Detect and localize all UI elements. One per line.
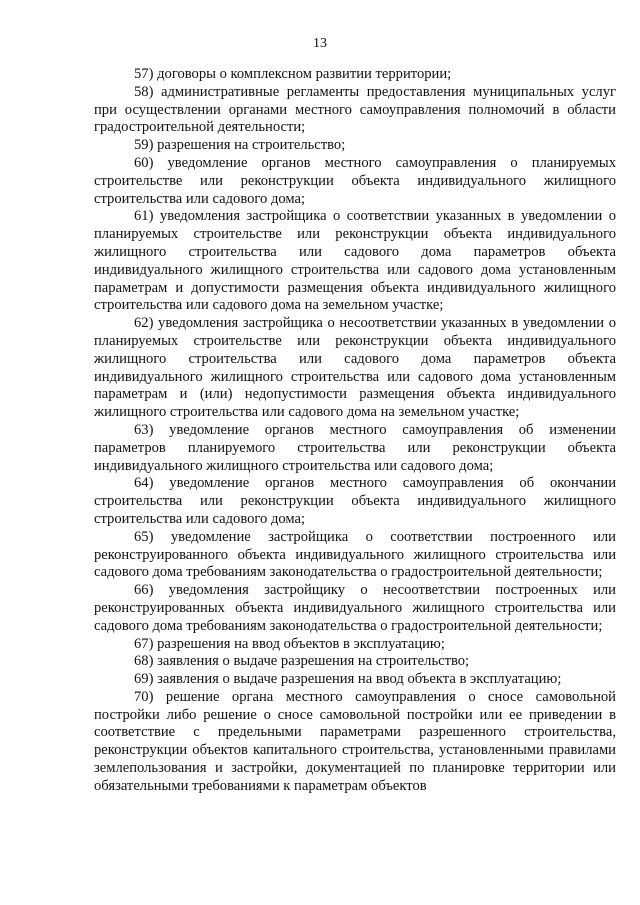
list-item-69: 69) заявления о выдаче разрешения на ввод объекта в эксплуатацию; (134, 671, 562, 688)
list-item-61: 61) уведомления застройщика о соответствии указанных в уведомлении о планируемых строительстве или реконструкции объекта индивидуального жилищного строительства или садового дома параметров объекта индивидуального жилищного строительства или садового дома установленным параметрам и допустимости размещения объекта индивидуального жилищного строительства или садового дома на земельном участке; (94, 208, 616, 314)
list-item-66: 66) уведомления застройщику о несоответствии построенных или реконструированных объекта индивидуального жилищного строительства или садового дома требованиям законодательства о градостроительной деятельности; (94, 582, 616, 634)
list-item-67: 67) разрешения на ввод объектов в эксплуатацию; (134, 635, 445, 652)
list-item-65: 65) уведомление застройщика о соответствии построенного или реконструированного объекта индивидуального жилищного строительства или садового дома требованиям законодательства о градостроительной деятельности; (94, 528, 616, 581)
page-number: 13 (313, 36, 327, 51)
list-item-58: 58) административные регламенты предоставления муниципальных услуг при осуществлении органами местного самоуправления полномочий в области градостроительной деятельности; (94, 83, 616, 136)
list-item-63: 63) уведомление органов местного самоуправления об изменении параметров планируемого строительства или реконструкции объекта индивидуального жилищного строительства или садового дома; (94, 421, 616, 474)
list-item-64: 64) уведомление органов местного самоуправления об окончании строительства или реконструкции объекта индивидуального жилищного строительства или садового дома; (94, 475, 616, 527)
list-item-70: 70) решение органа местного самоуправления о сносе самовольной постройки либо решение о сносе самовольной постройки или ее приведении в соответствие с предельными параметрами разрешенного строительства, реконструкции объектов капитального строительства, установленными правилами землепользования и застройки, документацией по планировке территории или обязательными требованиями к параметрам объектов (94, 688, 616, 794)
list-item-62: 62) уведомления застройщика о несоответствии указанных в уведомлении о планируемых строительстве или реконструкции объекта индивидуального жилищного строительства или садового дома параметров объекта индивидуального жилищного строительства или садового дома установленным параметрам и (или) недопустимости размещения объекта индивидуального жилищного строительства или садового дома на земельном участке; (94, 315, 616, 421)
list-item-68: 68) заявления о выдаче разрешения на строительство; (134, 653, 470, 670)
list-item-60: 60) уведомление органов местного самоуправления о планируемых строительстве или реконструкции объекта индивидуального жилищного строительства или садового дома; (94, 154, 616, 207)
list-item-59: 59) разрешения на строительство; (134, 137, 346, 154)
document-body (94, 66, 616, 796)
list-item-57: 57) договоры о комплексном развитии территории; (134, 66, 452, 82)
